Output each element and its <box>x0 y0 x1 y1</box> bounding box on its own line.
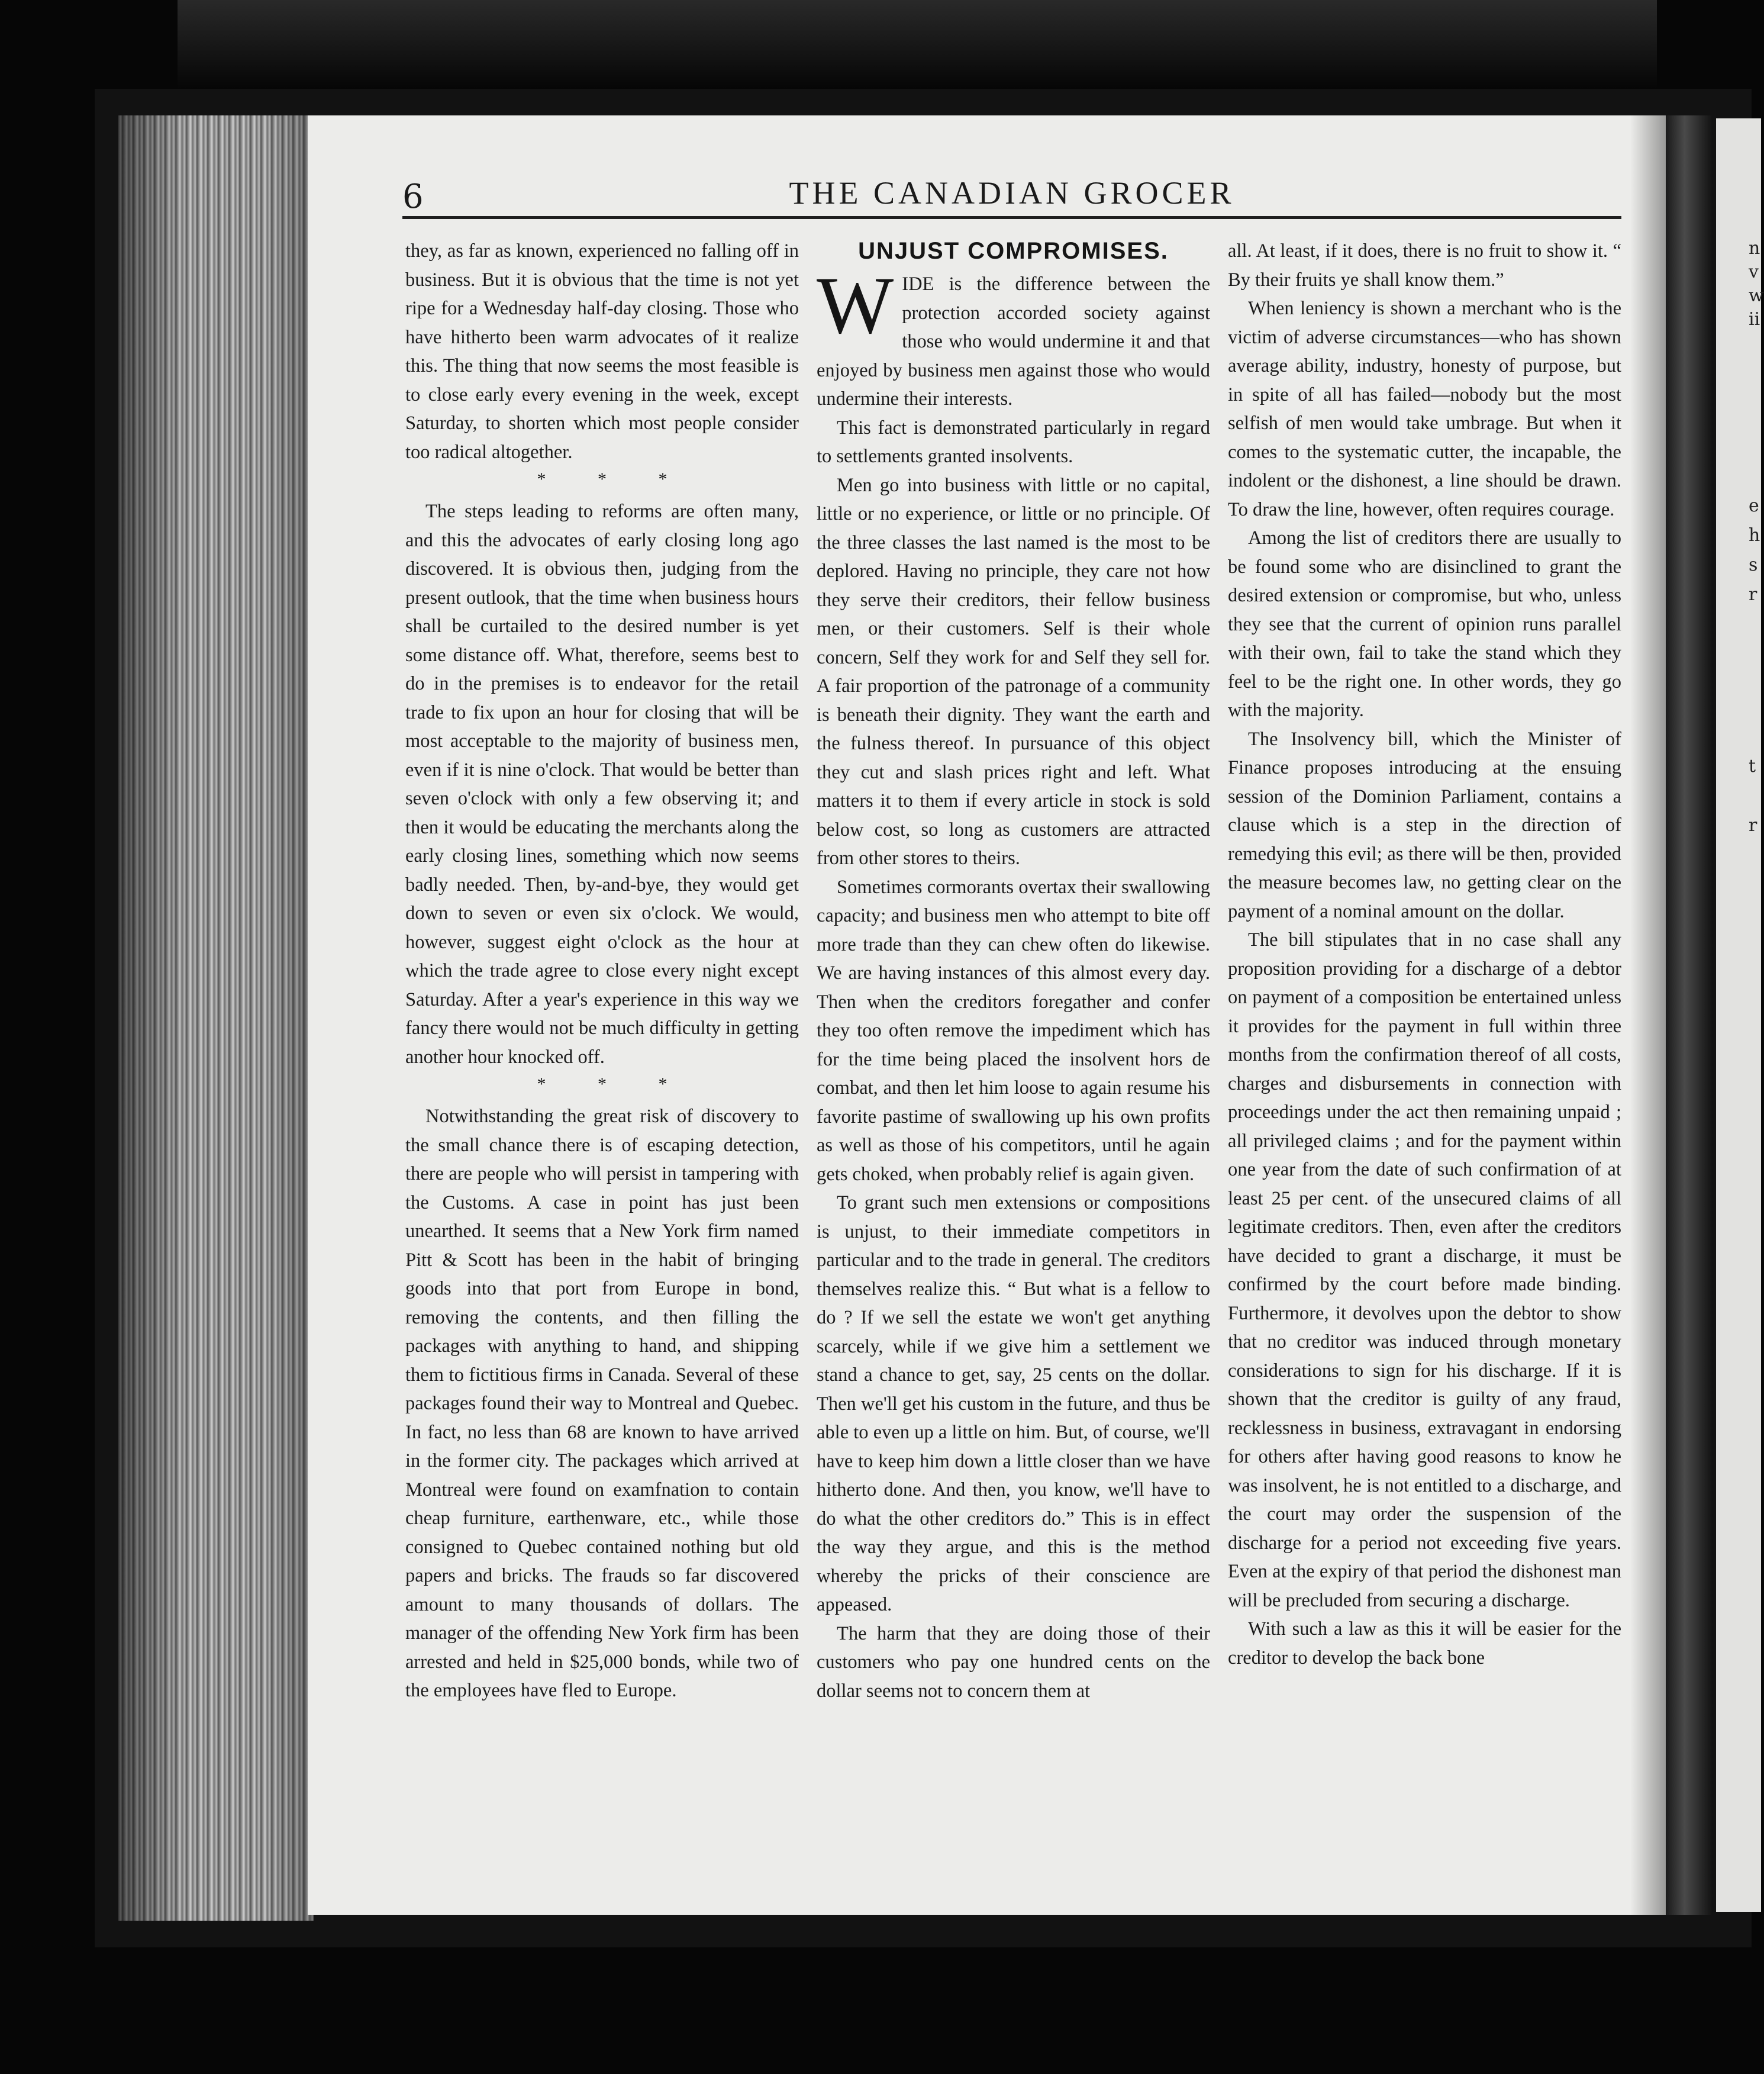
column-1-paragraph: The steps leading to reforms are often many, and this the advocates of early closing long ago discovered. It is obvious then, judging from the present outlook, that the time when business hours shall be curtailed to the desired number is yet some distance off. What, therefore, seems best to do in the premises is to endeavor for the retail trade to fix upon an hour for closing that will be most acceptable to the majority of business men, even if it is nine o'clock. That would be better than seven o'clock with only a few observing it; and then it would be educating the merchants along the early closing lines, something which now seems badly needed. Then, by-and-bye, they would get down to seven or even six o'clock. We would, however, suggest eight o'clock as the hour at which the trade agree to close every night except Saturday. After a year's experience in this way we fancy there would not be much difficulty in getting another hour knocked off. <box>405 501 799 1068</box>
page-header <box>402 175 1621 216</box>
column-3-paragraph: all. At least, if it does, there is no fruit to show it. “ By their fruits ye shall know them.” <box>1228 240 1621 291</box>
newspaper-page <box>308 115 1666 1915</box>
column-2-paragraph: This fact is demonstrated particularly in regard to settlements granted insolvents. <box>817 417 1210 467</box>
page-edges-shade <box>118 115 314 1921</box>
column-2-paragraph: Men go into business with little or no capital, little or no experience, or little or no principle. Of the three classes the last named is the most to be deplored. Having no principle, they care not how they serve their creditors, their fellow business men, or their customers. Self is their whole concern, Self they work for and Self they sell for. A fair proportion of the patronage of a community is beneath their dignity. They want the earth and the fulness thereof. In pursuance of this object they cut and slash prices right and left. What matters it to them if every article in stock is sold below cost, so long as customers are attracted from other stores to theirs. <box>817 474 1210 869</box>
column-1 <box>405 237 799 1705</box>
book-gutter <box>1666 115 1713 1915</box>
facing-page-fragment: w <box>1749 285 1764 306</box>
column-3-paragraph: Among the list of creditors there are usually to be found some who are disinclined to grant the desired extension or compromise, but who, unless they see that the current of opinion runs parallel with their own, fail to take the stand which they feel to be the right one. In other words, they go with the majority. <box>1228 527 1621 721</box>
header-rule <box>402 216 1621 219</box>
facing-page-fragment: e <box>1749 495 1759 516</box>
column-1-paragraph: they, as far as known, experienced no falling off in business. But it is obvious that the time is not yet ripe for a Wednesday half-day closing. Those who have hitherto been warm advocates of it realize this. The thing that now seems the most feasible is to close early every evening in the week, except Saturday, to shorten which most people consider too radical altogether. <box>405 240 799 463</box>
section-separator: * * * <box>537 1074 691 1094</box>
facing-page-fragment: ii <box>1749 309 1760 330</box>
column-2-lead-paragraph <box>817 260 1210 414</box>
running-title: THE CANADIAN GROCER <box>789 175 1235 211</box>
facing-page-fragment: n <box>1749 238 1760 259</box>
column-1-paragraph: Notwithstanding the great risk of discovery to the small chance there is of escaping detection, there are people who will persist in tampering with the Customs. A case in point has just been unearthed. It seems that a New York firm named Pitt & Scott has been in the habit of bringing goods into that port from Europe in bond, removing the contents, and then filling the packages with anything to hand, and shipping them to fictitious firms in Canada. Several of these packages found their way to Montreal and Quebec. In fact, no less than 68 are known to have arrived in the former city. The packages which arrived at Montreal were found on examfnation to contain cheap furniture, earthenware, etc., while those consigned to Quebec contained nothing but old papers and bricks. The frauds so far discovered amount to many thousands of dollars. The manager of the offending New York firm has been arrested and held in $25,000 bonds, while two of the employees have fled to Europe. <box>405 1106 799 1701</box>
column-3 <box>1228 237 1621 1672</box>
column-3-paragraph: When leniency is shown a merchant who is the victim of adverse circumstances—who has shown average ability, industry, honesty of purpose, but in spite of all has failed—nobody but the most selfish of men would take umbrage. But when it comes to the systematic cutter, the incapable, the indolent or the dishonest, a line should be drawn. To draw the line, however, often requires courage. <box>1228 298 1621 520</box>
facing-page-fragment: s <box>1749 555 1758 575</box>
facing-page-fragment: r <box>1749 584 1757 605</box>
facing-page-fragment: t <box>1749 756 1756 777</box>
section-separator: * * * <box>537 469 691 489</box>
facing-page-sliver <box>1716 118 1764 1912</box>
scan-shadow <box>178 0 1657 89</box>
column-3-paragraph: With such a law as this it will be easier for the creditor to develop the back bone <box>1228 1618 1621 1669</box>
column-2-paragraph: The harm that they are doing those of their customers who pay one hundred cents on the dollar seems not to concern them at <box>817 1622 1210 1702</box>
gutter-shadow <box>1630 115 1666 1915</box>
article-headline: UNJUST COMPROMISES. <box>858 238 1169 264</box>
drop-cap: W <box>817 260 894 350</box>
column-2-paragraph: To grant such men extensions or compositions is unjust, to their immediate competitors in particular and to the trade in general. The creditors themselves realize this. “ But what is a fellow to do ? If we sell the estate we won't get anything scarcely, while if we give him a settlement we stand a chance to get, say, 25 cents on the dollar. Then we'll get his custom in the future, and thus be able to even up a little on him. But, of course, we'll have to keep him down a little closer than we have hitherto done. And then, you know, we'll have to do what the other creditors do.” This is in effect the way they argue, and this is the method whereby the pricks of their conscience are appeased. <box>817 1192 1210 1615</box>
column-3-paragraph: The Insolvency bill, which the Minister of Finance proposes introducing at the ensuing session of the Dominion Parliament, contains a clause which is a step in the direction of remedying this evil; as there will be then, provided the measure becomes law, no getting clear on the payment of a nominal amount on the dollar. <box>1228 728 1621 922</box>
facing-page-fragment: h <box>1749 525 1760 546</box>
column-2 <box>817 237 1210 1705</box>
lead-paragraph-text: IDE is the difference between the protection accorded society against those who would undermine it and that enjoyed by business men against those who would undermine their interests. <box>817 273 1210 410</box>
column-2-paragraph: Sometimes cormorants overtax their swallowing capacity; and business men who attempt to bite off more trade than they can chew often do likewise. We are having instances of this almost every day. Then when the creditors foregather and confer they too often remove the impediment which has for the time being placed the insolvent hors de combat, and then let him loose to again resume his favorite pastime of swallowing up his own profits as well as those of his competitors, until he again gets choked, when probably relief is again given. <box>817 876 1210 1185</box>
page-number: 6 <box>402 178 424 216</box>
facing-page-fragment: r <box>1749 815 1757 836</box>
facing-page-fragment: v <box>1749 262 1759 282</box>
column-3-paragraph: The bill stipulates that in no case shall any proposition providing for a discharge of a debtor on payment of a composition be entertained unless it provides for the payment in full within three months from the confirmation thereof of all costs, charges and disbursements in connection with proceedings under the act then remaining unpaid ; all privileged claims ; and for the payment within one year from the date of such confirmation of at least 25 per cent. of the unsecured claims of all legitimate creditors. Then, even after the creditors have decided to grant a discharge, it must be confirmed by the court before made binding. Furthermore, it devolves upon the debtor to show that no creditor was induced through monetary considerations to sign for his discharge. If it is shown that the creditor is guilty of any fraud, recklessness in business, extravagant in endorsing for others after having good reasons to know he was insolvent, he is not entitled to a discharge, and the court may order the suspension of the discharge for a period not exceeding five years. Even at the expiry of that period the dishonest man will be precluded from securing a discharge. <box>1228 929 1621 1611</box>
